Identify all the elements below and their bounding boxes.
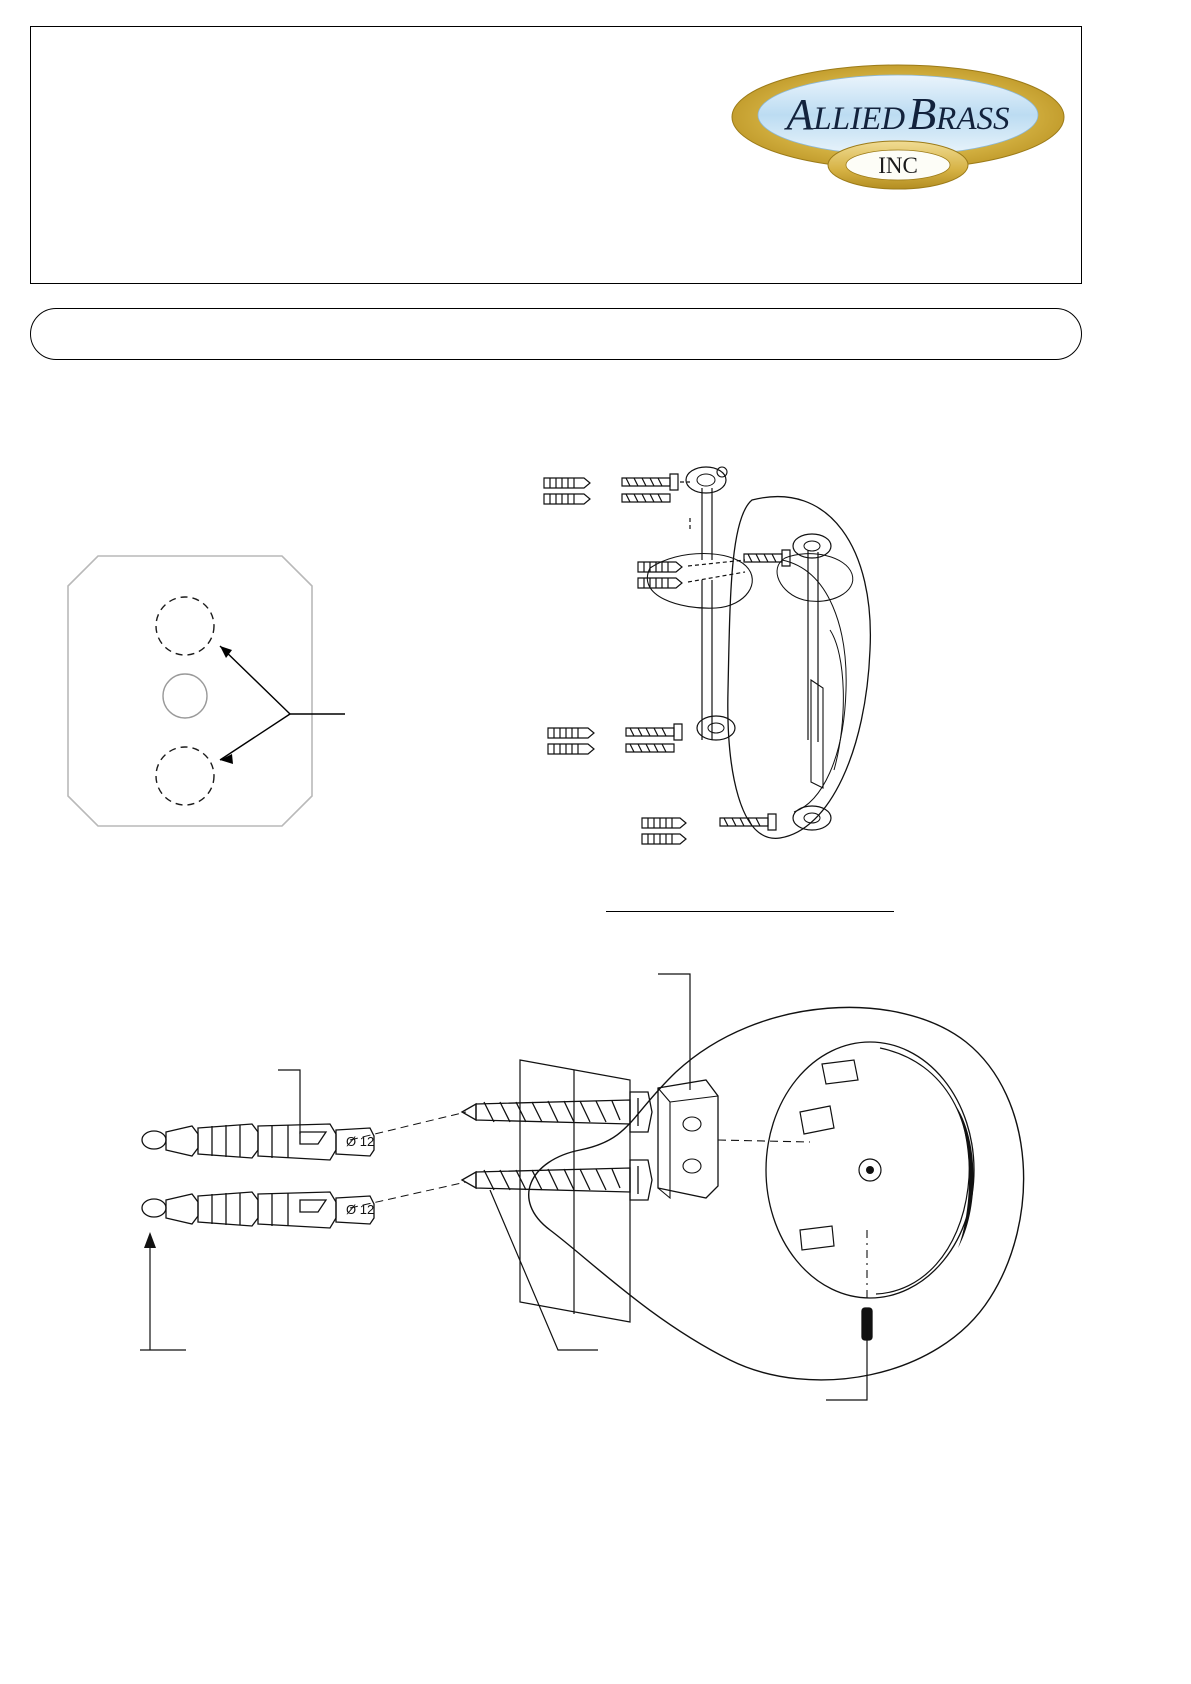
anchor-diameter-label-1: Ø 12: [346, 1134, 375, 1149]
mounting-template-diagram: [60, 548, 360, 860]
svg-text:ALLIED BRASS: ALLIED BRASS: [783, 88, 1009, 139]
brand-suffix-inc: INC: [878, 153, 918, 178]
brand-word-allied: A: [786, 90, 814, 139]
title-bar: [30, 308, 1082, 360]
mounting-detail-diagram: [110, 930, 1070, 1450]
brand-word-brass: B: [908, 88, 937, 139]
anchor-diameter-label-2: Ø 12: [346, 1202, 375, 1217]
section-divider: [606, 911, 894, 912]
exploded-assembly-diagram: [530, 440, 950, 920]
header-box: [30, 26, 1082, 284]
allied-brass-oval-logo: [726, 55, 1071, 205]
